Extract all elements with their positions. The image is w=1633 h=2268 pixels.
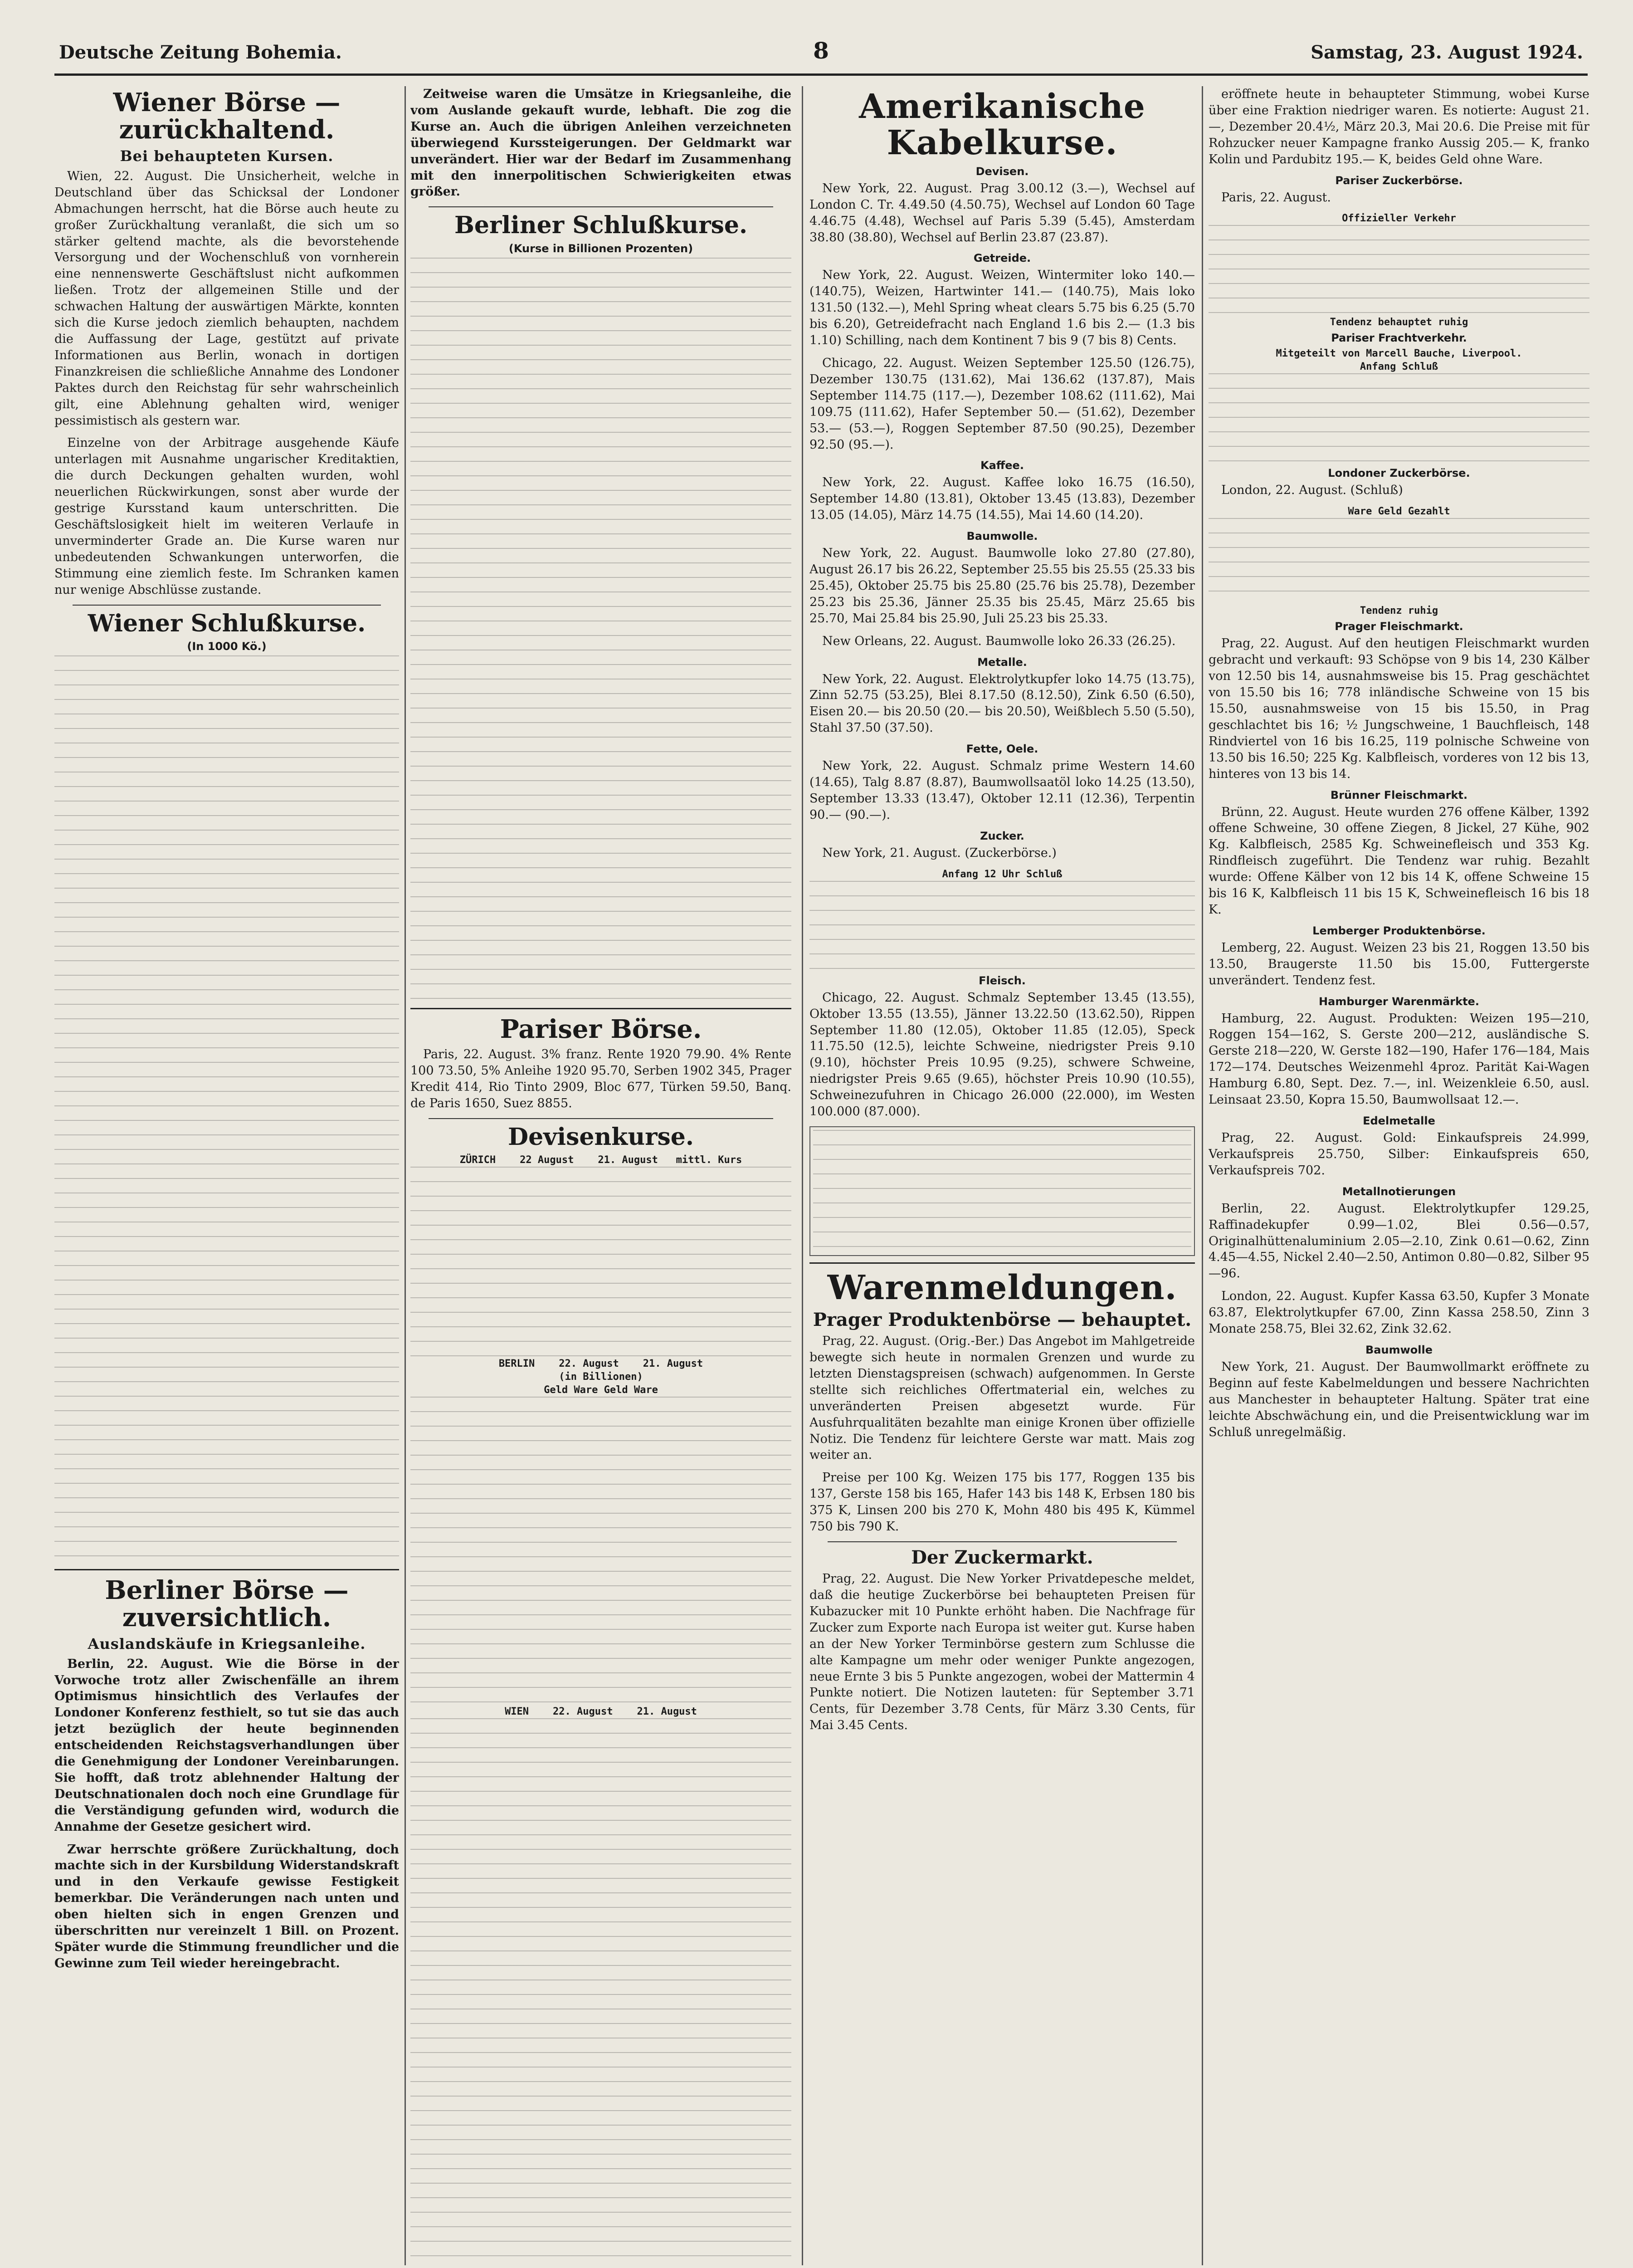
article-paragraph: Einzelne von der Arbitrage ausgehende Käufe unterlagen mit Ausnahme ungarischer Kreditaktien, die durch Deckungen gehalten wurden, wohl neuerlichen Rückwirkungen, sonst aber wurde der gestrige Kursstand kaum unterschritten. Die Geschäftslosigkeit hielt im weiteren Verlaufe in unverminderter Grade an. Die Kurse waren nur unbedeutenden Schwankungen unterworfen, die Stimmung eine ziemlich feste. Im Schranken kamen nur wenige Abschlüsse zustande. bbox=[54, 436, 399, 597]
subsection-heading: Kaffee. bbox=[980, 459, 1024, 472]
subsection-heading: Edelmetalle bbox=[1363, 1114, 1435, 1127]
quote-table bbox=[1209, 373, 1589, 464]
article-paragraph: Chicago, 22. August. Weizen September 125.50 (126.75), Dezember 130.75 (131.62), Mai 136.62 (137.87), Mais September 114.75 (117.—), Dezember 108.62 (111.62), Mai 109.75 (111.62), Hafer September 50.— (51.62), Dezember 53.— (53.—), Roggen September 87.50 (90.25), Dezember 92.50 (95.—). bbox=[809, 356, 1195, 452]
article-paragraph: Prag, 22. August. Die New Yorker Privatdepesche meldet, daß die heutige Zuckerbörse bei behaupteten Preisen für Kubazucker mit 10 Punkte erhöht haben. Die Nachfrage für Zucker zum Exporte nach Europa ist weiter gut. Kurse haben an der New Yorker Terminbörse gestern zum Schlusse die alte Kampagne um mehr oder weniger Punkte angezogen, neue Ernte 3 bis 5 Punkte angezogen, wobei der Mattermin 4 Punkte notiert. Die Notizen lauteten: für September 3.71 Cents, für Dezember 3.78 Cents, für März 3.30 Cents, für Mai 3.45 Cents. bbox=[809, 1572, 1195, 1733]
table-title: WIEN 22. August 21. August bbox=[505, 1706, 697, 1717]
article-paragraph: New York, 22. August. Kaffee loko 16.75 (16.50), September 14.80 (13.81), Oktober 13.45 (13.83), Dezember 13.05 (14.05), März 14.75 (14.55), Mai 14.60 (14.20). bbox=[809, 475, 1195, 523]
subsection-heading: Devisen. bbox=[975, 165, 1029, 178]
subsection-heading: Prager Fleischmarkt. bbox=[1335, 620, 1463, 633]
table-heading: Devisenkurse. bbox=[507, 1123, 694, 1151]
subsection-heading: Brünner Fleischmarkt. bbox=[1330, 788, 1468, 802]
table-columns: Anfang 12 Uhr Schluß bbox=[942, 868, 1063, 880]
article-paragraph: London, 22. August. Kupfer Kassa 63.50, Kupfer 3 Monate 63.87, Elektrolytkupfer 67.00, Zinn Kassa 258.50, Zinn 3 Monate 258.75, Blei 32.62, Zink 32.62. bbox=[1209, 1289, 1589, 1336]
article-subheading: Bei behaupteten Kursen. bbox=[120, 147, 334, 165]
subsection-heading: Pariser Frachtverkehr. bbox=[1331, 332, 1467, 345]
article-paragraph: New York, 22. August. Elektrolytkupfer loko 14.75 (13.75), Zinn 52.75 (53.25), Blei 8.17.50 (8.12.50), Zink 6.50 (6.50), Eisen 20.— bis 20.50 (20.— bis 20.50), Weißblech 5.50 (5.50), Stahl 37.50 (37.50). bbox=[809, 672, 1195, 735]
article-paragraph: New York, 21. August. (Zuckerbörse.) bbox=[822, 846, 1057, 860]
table-subheading: (Kurse in Billionen Prozenten) bbox=[508, 242, 693, 255]
column-divider bbox=[405, 86, 406, 2265]
article-paragraph: Berlin, 22. August. Elektrolytkupfer 129.25, Raffinadekupfer 0.99—1.02, Blei 0.56—0.57, Originalhüttenaluminium 2.05—2.10, Zink 0.61—0.62, Zinn 4.45—4.55, Nickel 2.40—2.50, Antimon 0.80—0.82, Silber 95—96. bbox=[1209, 1201, 1589, 1281]
separator bbox=[828, 1541, 1177, 1542]
running-header bbox=[59, 37, 1583, 69]
article-paragraph: Paris, 22. August. bbox=[1221, 190, 1331, 205]
quote-table bbox=[1209, 225, 1589, 316]
article-subheading: Auslandskäufe in Kriegsanleihe. bbox=[88, 1635, 366, 1652]
column-1 bbox=[54, 86, 399, 2265]
article-heading: Prager Produktenbörse — behauptet. bbox=[813, 1309, 1192, 1330]
article-heading: Berliner Börse — zuversichtlich. bbox=[105, 1575, 349, 1633]
article-paragraph: New York, 21. August. Der Baumwollmarkt eröffnete zu Beginn auf feste Kabelmeldungen und bessere Nachrichten aus Manchester in behaupteter Haltung. Später trat eine leichte Abschwächung ein, und die Preisentwicklung war im Schluß unregelmäßig. bbox=[1209, 1359, 1589, 1439]
article-paragraph: Hamburg, 22. August. Produkten: Weizen 195—210, Roggen 154—162, S. Gerste 200—212, ausländische S. Gerste 218—220, W. Gerste 182—190, Hafer 176—184, Mais 172—174. Deutsches Weizenmehl 4proz. Parität Kai-Wagen Hamburg 6.80, Sept. Dez. 7.—, inl. Weizenkleie 6.50, ausl. Leinsaat 23.50, Kopra 15.50, Baumwollsaat 12.—. bbox=[1209, 1011, 1589, 1107]
quote-table bbox=[54, 655, 399, 1563]
column-2 bbox=[410, 86, 791, 2265]
subsection-heading: Zucker. bbox=[980, 829, 1024, 842]
article-paragraph: Paris, 22. August. 3% franz. Rente 1920 79.90. 4% Rente 100 73.50, 5% Anleihe 1920 95.70, Serben 1902 345, Prager Kredit 414, Rio Tinto 2909, Bloc 677, Türken 59.50, Banq. de Paris 1650, Suez 8855. bbox=[410, 1047, 791, 1110]
article-paragraph: Lemberg, 22. August. Weizen 23 bis 21, Roggen 13.50 bis 13.50, Braugerste 11.50 bis 15.00, Futtergerste unverändert. Tendenz fest. bbox=[1209, 940, 1589, 987]
article-paragraph: Brünn, 22. August. Heute wurden 276 offene Kälber, 1392 offene Schweine, 30 offene Ziegen, 8 Jickel, 27 Kühe, 902 Kg. Kalbfleisch, 2585 Kg. Schweinefleisch und 353 Kg. Rindfleisch zugeführt. Die Tendenz war ruhig. Bezahlt wurde: Offene Kälber von 12 bis 14 K, offene Schweine 15 bis 16 K, Kalbfleisch 11 bis 15 K, Schweinefleisch 16 bis 18 K. bbox=[1209, 805, 1589, 917]
table-subtitle: (in Billionen) bbox=[559, 1371, 643, 1383]
article-paragraph: Prag, 22. August. Gold: Einkaufspreis 24.999, Verkaufspreis 25.750, Silber: Einkaufspreis 650, Verkaufspreis 702. bbox=[1209, 1131, 1589, 1178]
separator bbox=[429, 206, 773, 207]
quote-table bbox=[813, 1130, 1191, 1252]
quote-table bbox=[410, 1718, 791, 2263]
table-heading: Wiener Schlußkurse. bbox=[88, 609, 366, 637]
quote-table bbox=[1209, 518, 1589, 604]
subsection-heading: Metallnotierungen bbox=[1342, 1185, 1456, 1198]
article-paragraph: Prag, 22. August. Auf den heutigen Fleischmarkt wurden gebracht und verkauft: 93 Schöpse von 9 bis 14, 230 Kälber von 12.50 bis 14, ausnahmsweise bis 15. Prag geschächtet von 15.50 bis 16; 778 inländische Schweine von 15 bis 15.50, ausnahmsweise von 15 bis 15.50, in Prag geschlachtet bis 16; ½ Jungschweine, 1 Bauchfleisch, 148 Rindviertel von 16 bis 16.25, 119 polnische Schweine von 13.50 bis 16.50; 225 Kg. Kalbfleisch, vorderes von 12 bis 13, hinteres von 13 bis 14. bbox=[1209, 636, 1589, 781]
article-paragraph: Zwar herrschte größere Zurückhaltung, doch machte sich in der Kursbildung Widerstandskraft und in den Verkaufe gewisse Festigkeit bemerkbar. Die Veränderungen nach unten und oben hielten sich in engen Grenzen und überschritten nur vereinzelt 1 Bill. on Prozent. Später wurde die Stimmung freundlicher und die Gewinne zum Teil wieder hereingebracht. bbox=[54, 1842, 399, 1970]
separator bbox=[429, 1118, 773, 1119]
article-paragraph: London, 22. August. (Schluß) bbox=[1221, 483, 1403, 498]
section-heading: Warenmeldungen. bbox=[827, 1268, 1177, 1307]
page-number: 8 bbox=[813, 37, 829, 64]
table-columns: Ware Geld Gezahlt bbox=[1348, 506, 1450, 518]
subsection-heading: Hamburger Warenmärkte. bbox=[1319, 995, 1479, 1008]
subsection-heading: Fette, Oele. bbox=[966, 743, 1038, 756]
article-paragraph: New York, 22. August. Weizen, Wintermiter loko 140.— (140.75), Weizen, Hartwinter 141.— (140.75), Mais loko 131.50 (132.—), Mehl Spring wheat clears 5.75 bis 6.25 (5.70 bis 6.20), Getreidefracht nach England 1.6 bis 2.— (1.3 bis 1.10) Schilling, nach dem Kontinent 7 bis 9 (7 bis 8) Cents. bbox=[809, 268, 1195, 348]
table-columns: Offizieller Verkehr bbox=[1342, 213, 1456, 225]
table-subheading: (In 1000 Kö.) bbox=[187, 640, 267, 653]
article-paragraph: New York, 22. August. Schmalz prime Western 14.60 (14.65), Talg 8.87 (8.87), Baumwollsaatöl loko 14.25 (13.50), September 13.33 (13.47), Oktober 12.11 (12.36), Terpentin 90.— (90.—). bbox=[809, 759, 1195, 822]
article-paragraph: Berlin, 22. August. Wie die Börse in der Vorwoche trotz aller Zwischenfälle an ihrem Optimismus hinsichtlich des Verlaufes der Londoner Konferenz festhielt, so tut sie das auch jetzt bezüglich der heute beginnenden entscheidenden Reichstagsverhandlungen über die Genehmigung der Londoner Vereinbarungen. Sie hofft, daß trotz ablehnender Haltung der Deutschnationalen doch noch eine Grundlage für die Verständigung gefunden wird, wodurch die Annahme der Gesetze gesichert wird. bbox=[54, 1657, 399, 1834]
column-3 bbox=[809, 86, 1195, 2265]
article-heading: Pariser Börse. bbox=[500, 1014, 702, 1044]
subsection-heading: Metalle. bbox=[977, 655, 1027, 669]
table-footer: Tendenz ruhig bbox=[1360, 605, 1438, 617]
market-summary-box bbox=[809, 1126, 1195, 1256]
article-paragraph: New York, 22. August. Prag 3.00.12 (3.—), Wechsel auf London C. Tr. 4.49.50 (4.50.75), Wechsel auf London 60 Tage 4.46.75 (4.48), Wechsel auf Paris 5.39 (5.45), Amsterdam 38.80 (38.80), Wechsel auf Berlin 23.87 (23.87). bbox=[809, 181, 1195, 244]
subsection-heading: Lemberger Produktenbörse. bbox=[1312, 924, 1486, 937]
article-paragraph: Preise per 100 Kg. Weizen 175 bis 177, Roggen 135 bis 137, Gerste 158 bis 165, Hafer 143 bis 148 K, Erbsen 180 bis 375 K, Linsen 200 bis 270 K, Mohn 480 bis 495 K, Kümmel 750 bis 790 K. bbox=[809, 1471, 1195, 1534]
table-columns: Geld Ware Geld Ware bbox=[544, 1384, 658, 1396]
separator bbox=[54, 1569, 399, 1570]
quote-table bbox=[410, 1167, 791, 1357]
article-heading: Der Zuckermarkt. bbox=[911, 1546, 1093, 1568]
table-subtitle: Mitgeteilt von Marcell Bauche, Liverpool. bbox=[1276, 348, 1522, 360]
subsection-heading: Baumwolle bbox=[1365, 1343, 1433, 1356]
subsection-heading: Pariser Zuckerbörse. bbox=[1335, 174, 1463, 187]
table-columns: Anfang Schluß bbox=[1360, 361, 1438, 373]
column-4 bbox=[1209, 86, 1589, 2265]
subsection-heading: Baumwolle. bbox=[966, 530, 1038, 543]
table-title: BERLIN 22. August 21. August bbox=[498, 1358, 703, 1369]
subsection-heading: Getreide. bbox=[973, 252, 1031, 265]
column-divider bbox=[1202, 86, 1203, 2265]
separator bbox=[73, 605, 381, 606]
separator bbox=[809, 1262, 1195, 1264]
quote-table bbox=[809, 881, 1195, 972]
header-right: Samstag, 23. August 1924. bbox=[1311, 42, 1583, 63]
article-paragraph: Wien, 22. August. Die Unsicherheit, welche in Deutschland über das Schicksal der Londoner Abmachungen herrscht, hat die Börse auch heute zu großer Zurückhaltung veranlaßt, die sich um so stärker geltend machte, als die bevorstehende Versorgung und der Wochenschluß von vornherein eine nennenswerte Geschäftslust nicht aufkommen ließen. Trotz der allgemeinen Stille und der schwachen Haltung der auswärtigen Märkte, konnten sich die Kurse jedoch ziemlich behaupten, nachdem die Auffassung der Lage, gestützt auf private Informationen aus Berlin, wonach in dortigen Finanzkreisen die schließliche Annahme des Londoner Paktes durch den Reichstag für sehr wahrscheinlich gilt, eine Ablehnung gehalten wird, weniger pessimistisch als gestern war. bbox=[54, 169, 399, 428]
subsection-heading: Fleisch. bbox=[979, 974, 1026, 987]
quote-table bbox=[410, 258, 791, 1002]
article-paragraph: New York, 22. August. Baumwolle loko 27.80 (27.80), August 26.17 bis 26.22, September 25.55 bis 25.55 (25.33 bis 25.45), Oktober 25.75 bis 25.80 (25.76 bis 25.78), Dezember 25.23 bis 25.36, Jänner 25.35 bis 25.45, März 25.65 bis 25.70, Mai 25.84 bis 25.90, Juli 25.23 bis 25.33. bbox=[809, 546, 1195, 626]
table-footer: Tendenz behauptet ruhig bbox=[1330, 317, 1468, 328]
column-divider bbox=[802, 86, 803, 2265]
table-title: ZÜRICH 22 August 21. August mittl. Kurs bbox=[459, 1154, 742, 1166]
subsection-heading: Londoner Zuckerbörse. bbox=[1328, 467, 1470, 480]
header-rule bbox=[54, 73, 1588, 76]
article-paragraph: Prag, 22. August. (Orig.-Ber.) Das Angebot im Mahlgetreide bewegte sich heute in normalen Grenzen und wurde zu letzten Dienstagspreisen (schwach) aufgenommen. In Gerste stellte sich reichliches Offertmaterial ein, welches zu unveränderten Preisen abgesetzt wurde. Für Ausfuhrqualitäten bezahlte man einige Kronen über offizielle Notiz. Die Tendenz für leichtere Gerste war matt. Mais zog weiter an. bbox=[809, 1334, 1195, 1462]
section-heading: Amerikanische Kabelkurse. bbox=[859, 87, 1146, 162]
separator bbox=[410, 1008, 791, 1009]
article-paragraph: New Orleans, 22. August. Baumwolle loko 26.33 (26.25). bbox=[822, 634, 1176, 648]
header-left: Deutsche Zeitung Bohemia. bbox=[59, 42, 342, 63]
quote-table bbox=[410, 1397, 791, 1705]
table-heading: Berliner Schlußkurse. bbox=[454, 211, 748, 240]
article-paragraph: Zeitweise waren die Umsätze in Kriegsanleihe, die vom Auslande gekauft wurde, lebhaft. Die zog die Kurse an. Auch die übrigen Anleihen verzeichneten überwiegend Kurssteigerungen. Der Geldmarkt war unverändert. Hier war der Bedarf im Zusammenhang mit den innerpolitischen Schwierigkeiten etwas größer. bbox=[410, 87, 791, 199]
article-paragraph: eröffnete heute in behaupteter Stimmung, wobei Kurse über eine Fraktion niedriger waren. Es notierte: August 21.—, Dezember 20.4½, März 20.3, Mai 20.6. Die Preise mit für Rohzucker neuer Kampagne franko Aussig 205.— K, franko Kolin und Pardubitz 195.— K, beides Geld ohne Ware. bbox=[1209, 87, 1589, 166]
article-paragraph: Chicago, 22. August. Schmalz September 13.45 (13.55), Oktober 13.55 (13.55), Jänner 13.22.50 (13.62.50), Rippen September 11.80 (12.05), Oktober 11.85 (12.05), Speck 11.75.50 (12.5), leichte Schweine, niedrigster Preis 9.10 (9.10), höchster Preis 10.95 (9.25), schwere Schweine, niedrigster Preis 9.65 (9.65), höchster Preis 10.90 (10.55), Schweinezufuhren in Chicago 26.000 (22.000), im Westen 100.000 (87.000). bbox=[809, 990, 1195, 1119]
article-heading: Wiener Börse — zurückhaltend. bbox=[113, 88, 341, 145]
